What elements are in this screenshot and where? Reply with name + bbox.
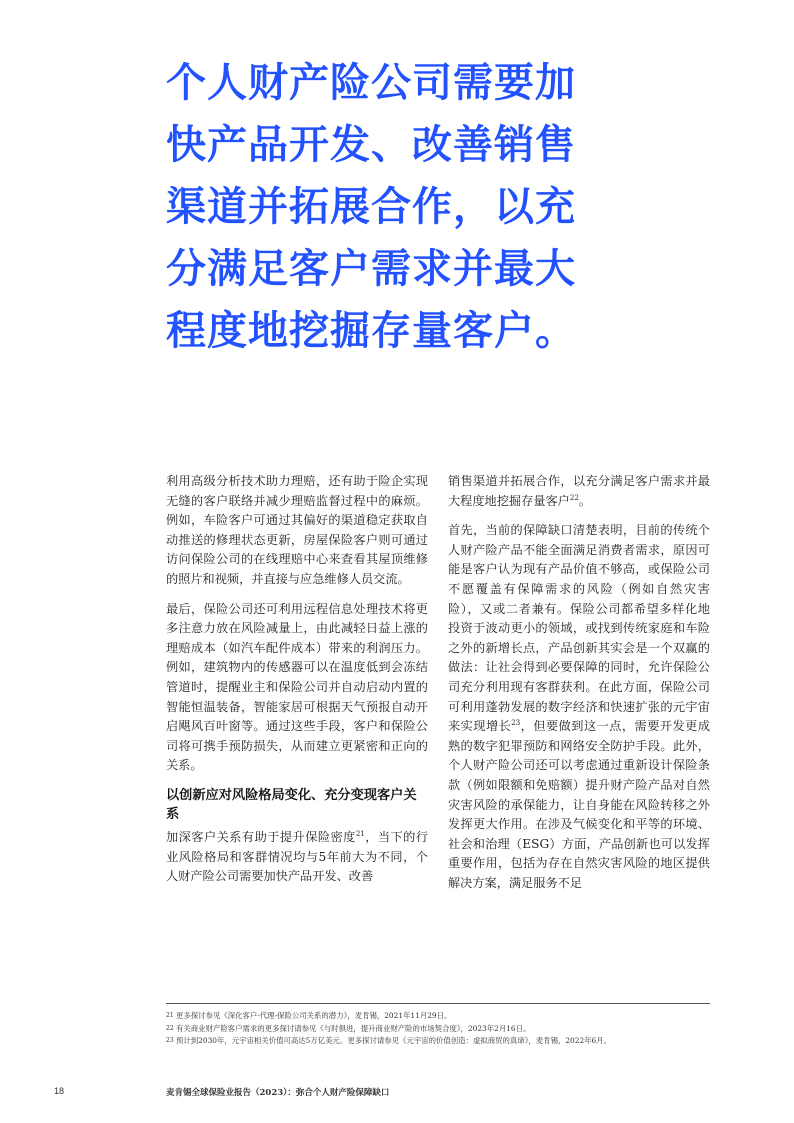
right-paragraph-2 xyxy=(448,521,710,893)
headline-line-4: 分满足客户需求并最大 xyxy=(166,245,576,292)
footnote-text: 预计到2030年，元宇宙相关价值可高达5万亿美元。更多探讨请参见《元宇宙的价值创造：虚拟商贸的真谛》，麦肯锡，2022年6月。 xyxy=(176,1036,612,1046)
left-paragraph-3-start: 加深客户关系有助于提升保险密度 xyxy=(166,829,356,844)
headline-line-2: 快产品开发、改善销售 xyxy=(166,121,576,168)
footnote-number: 23 xyxy=(166,1037,174,1045)
footnote-ref-21[interactable]: 21 xyxy=(355,829,365,838)
right-paragraph-1-start: 销售渠道并拓展合作，以充分满足客户需求并最大程度地挖掘存量客户 xyxy=(448,474,710,508)
left-paragraph-1: 利用高级分析技术助力理赔，还有助于险企实现无缝的客户联络并减少理赔监督过程中的麻烦。例如，车险客户可通过其偏好的渠道稳定获取自动推送的修理状态更新，房屋保险客户则可通过访问保险公司的在线理赔中心来查看其屋顶维修的照片和视频，并直接与应急维修人员交流。 xyxy=(166,474,428,586)
footnote-number: 22 xyxy=(166,1024,174,1032)
headline-line-3: 渠道并拓展合作，以充 xyxy=(166,183,576,230)
right-column xyxy=(448,472,710,903)
footnote-23 xyxy=(166,1035,726,1048)
left-column xyxy=(166,472,428,897)
section-heading: 以创新应对风险格局变化、充分变现客户关系 xyxy=(166,787,417,822)
footnote-divider xyxy=(166,1003,710,1004)
footnote-21 xyxy=(166,1010,726,1023)
footnote-22 xyxy=(166,1023,726,1036)
right-paragraph-2-start: 首先，当前的保障缺口清楚表明，目前的传统个人财产险产品不能全面满足消费者需求，原因可能是客户认为现有产品价值不够高，或保险公司不愿覆盖有保障需求的风险（例如自然灾害险），又或二者兼有。保险公司都希望多样化地投资于波动更小的领域，或找到传统家庭和车险之外的新增长点，产品创新其实会是一个双赢的做法：让社会得到必要保障的同时，允许保险公司充分利用现有客群获利。在此方面，保险公司可利用蓬勃发展的数字经济和快速扩张的元宇宙来实现增长 xyxy=(448,523,710,734)
right-paragraph-1 xyxy=(448,472,710,511)
left-paragraph-3 xyxy=(166,828,428,887)
footnote-ref-23[interactable]: 23 xyxy=(511,719,521,728)
footnote-ref-22[interactable]: 22 xyxy=(569,493,579,502)
left-paragraph-3-end: ，当下的行业风险格局和客群情况均与5年前大为不同，个人财产险公司需要加快产品开发、改善 xyxy=(166,829,429,884)
headline-line-5: 程度地挖掘存量客户。 xyxy=(166,307,576,354)
footnote-text: 有关商业财产险客户需求的更多探讨请参见《与时俱进，提升商业财产险的市场契合度》，2023年2月16日。 xyxy=(176,1023,531,1033)
right-paragraph-1-end: 。 xyxy=(578,493,591,508)
headline-line-1: 个人财产险公司需要加 xyxy=(166,59,576,106)
running-title: 麦肯锡全球保险业报告（2023）：弥合个人财产险保障缺口 xyxy=(166,1088,390,1098)
page-number: 18 xyxy=(54,1086,65,1096)
right-paragraph-2-end: ，但要做到这一点，需要开发更成熟的数字犯罪预防和网络安全防护手段。此外，个人财产险公司还可以考虑通过重新设计保险条款（例如限额和免赔额）提升财产险产品对自然灾害风险的承保能力，让自身能在风险转移之外发挥更大作用。在涉及气候变化和平等的环境、社会和治理（ESG）方面，产品创新也可以发挥重要作用，包括为存在自然灾害风险的地区提供解决方案，满足服务不足 xyxy=(448,719,711,890)
footnote-number: 21 xyxy=(166,1012,174,1019)
footnotes xyxy=(166,1010,726,1048)
left-paragraph-2: 最后，保险公司还可利用远程信息处理技术将更多注意力放在风险减量上，由此减轻日益上涨的理赔成本（如汽车配件成本）带来的利润压力。例如，建筑物内的传感器可以在温度低到会冻结管道时，提醒业主和保险公司并自动启动内置的智能恒温装备，智能家居可根据天气预报自动开启飓风百叶窗等。通过这些手段，客户和保险公司将可携手预防损失，从而建立更紧密和正向的关系。 xyxy=(166,601,428,773)
headline xyxy=(166,52,686,362)
footnote-text: 更多探讨参见《深化客户-代理-保险公司关系的潜力》，麦肯锡，2021年11月29日。 xyxy=(176,1011,452,1020)
